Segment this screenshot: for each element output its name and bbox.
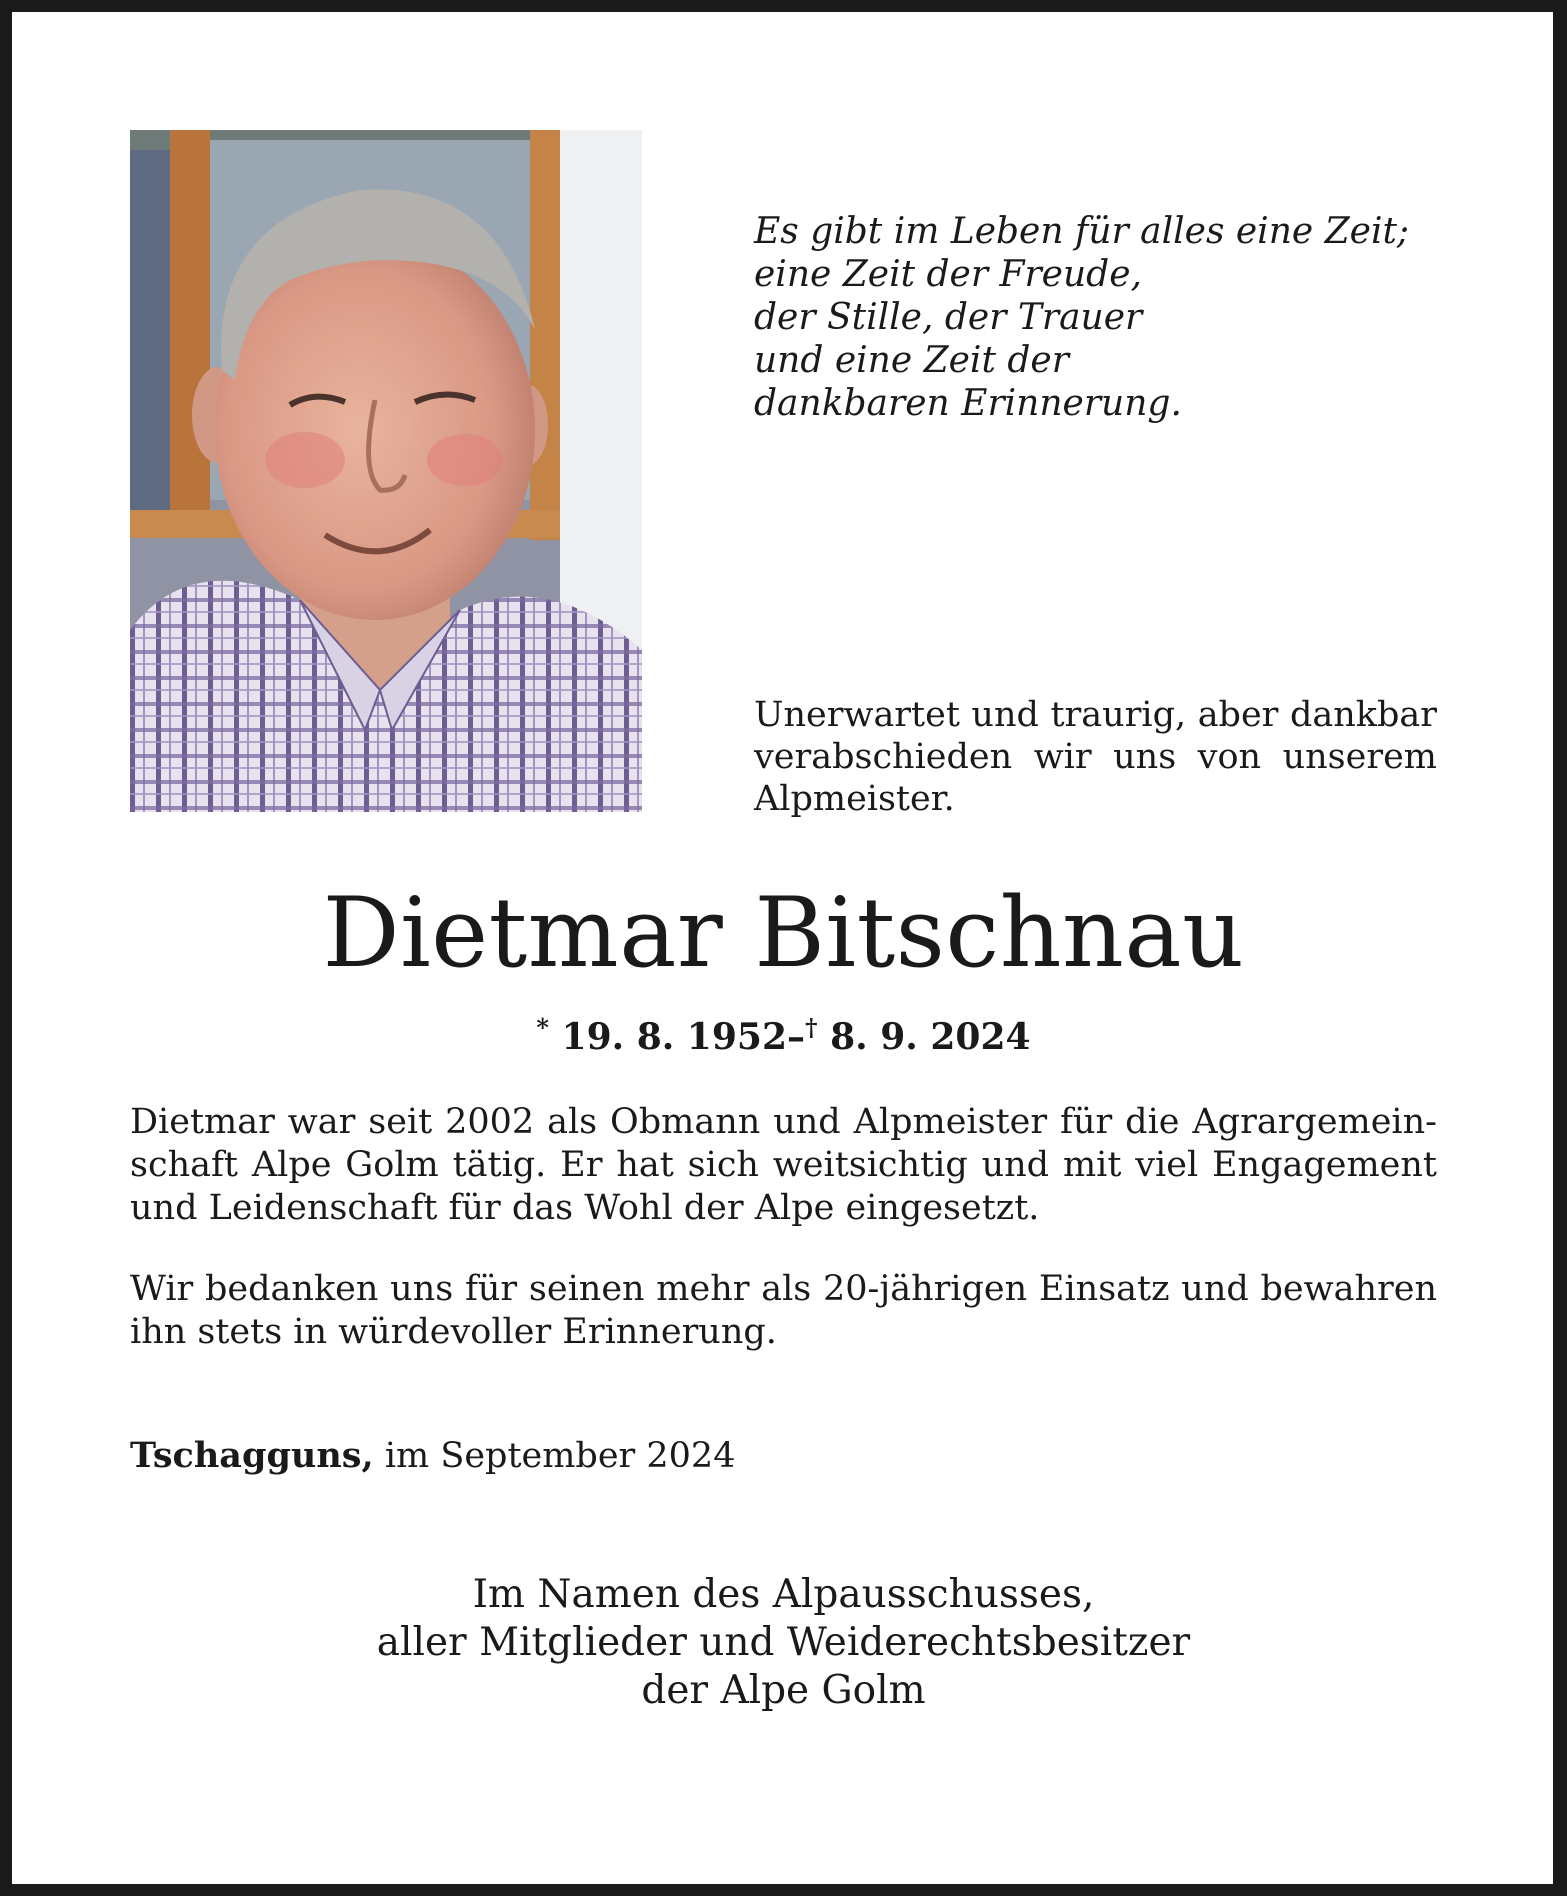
deceased-name: Dietmar Bitschnau	[322, 877, 1245, 989]
body-paragraph-1: Dietmar war seit 2002 als Obmann und Alpmeister für die Agrargemeinschaft Alpe Golm tätig. Er hat sich weitsichtig und mit viel Engagement und Leidenschaft für das Wohl der Alpe eingesetzt.	[130, 1102, 1437, 1228]
birth-date: 19. 8. 1952	[561, 1016, 788, 1058]
portrait-illustration	[130, 130, 642, 812]
portrait-photo	[130, 130, 642, 812]
date-text: im September 2024	[384, 1436, 736, 1476]
quote-line: der Stille, der Trauer	[754, 297, 1143, 338]
quote-block	[754, 210, 1454, 425]
quote-line: Es gibt im Leben für alles eine Zeit;	[754, 211, 1410, 252]
place-date	[130, 1434, 735, 1478]
place-city: Tschagguns,	[130, 1435, 374, 1476]
date-dash: –	[787, 1016, 806, 1058]
death-date: 8. 9. 2024	[830, 1016, 1031, 1058]
intro-text: Unerwartet und traurig, aber dankbar verabschieden wir uns von unserem Alpmeister.	[754, 695, 1437, 819]
death-symbol: †	[805, 1013, 818, 1042]
body-paragraph-2: Wir bedanken uns für seinen mehr als 20-jährigen Einsatz und bewahren ihn stets in würdevoller Erinnerung.	[130, 1269, 1437, 1352]
signoff-block	[0, 1571, 1567, 1715]
signoff-line: Im Namen des Alpausschusses,	[472, 1572, 1095, 1617]
birth-symbol: *	[536, 1013, 549, 1042]
quote-line: und eine Zeit der	[754, 340, 1069, 381]
quote-line: eine Zeit der Freude,	[754, 254, 1142, 295]
life-dates	[0, 1006, 1567, 1059]
signoff-line: der Alpe Golm	[641, 1668, 926, 1713]
signoff-line: aller Mitglieder und Weiderechtsbesitzer	[376, 1620, 1191, 1665]
quote-line: dankbaren Erinnerung.	[754, 383, 1182, 424]
